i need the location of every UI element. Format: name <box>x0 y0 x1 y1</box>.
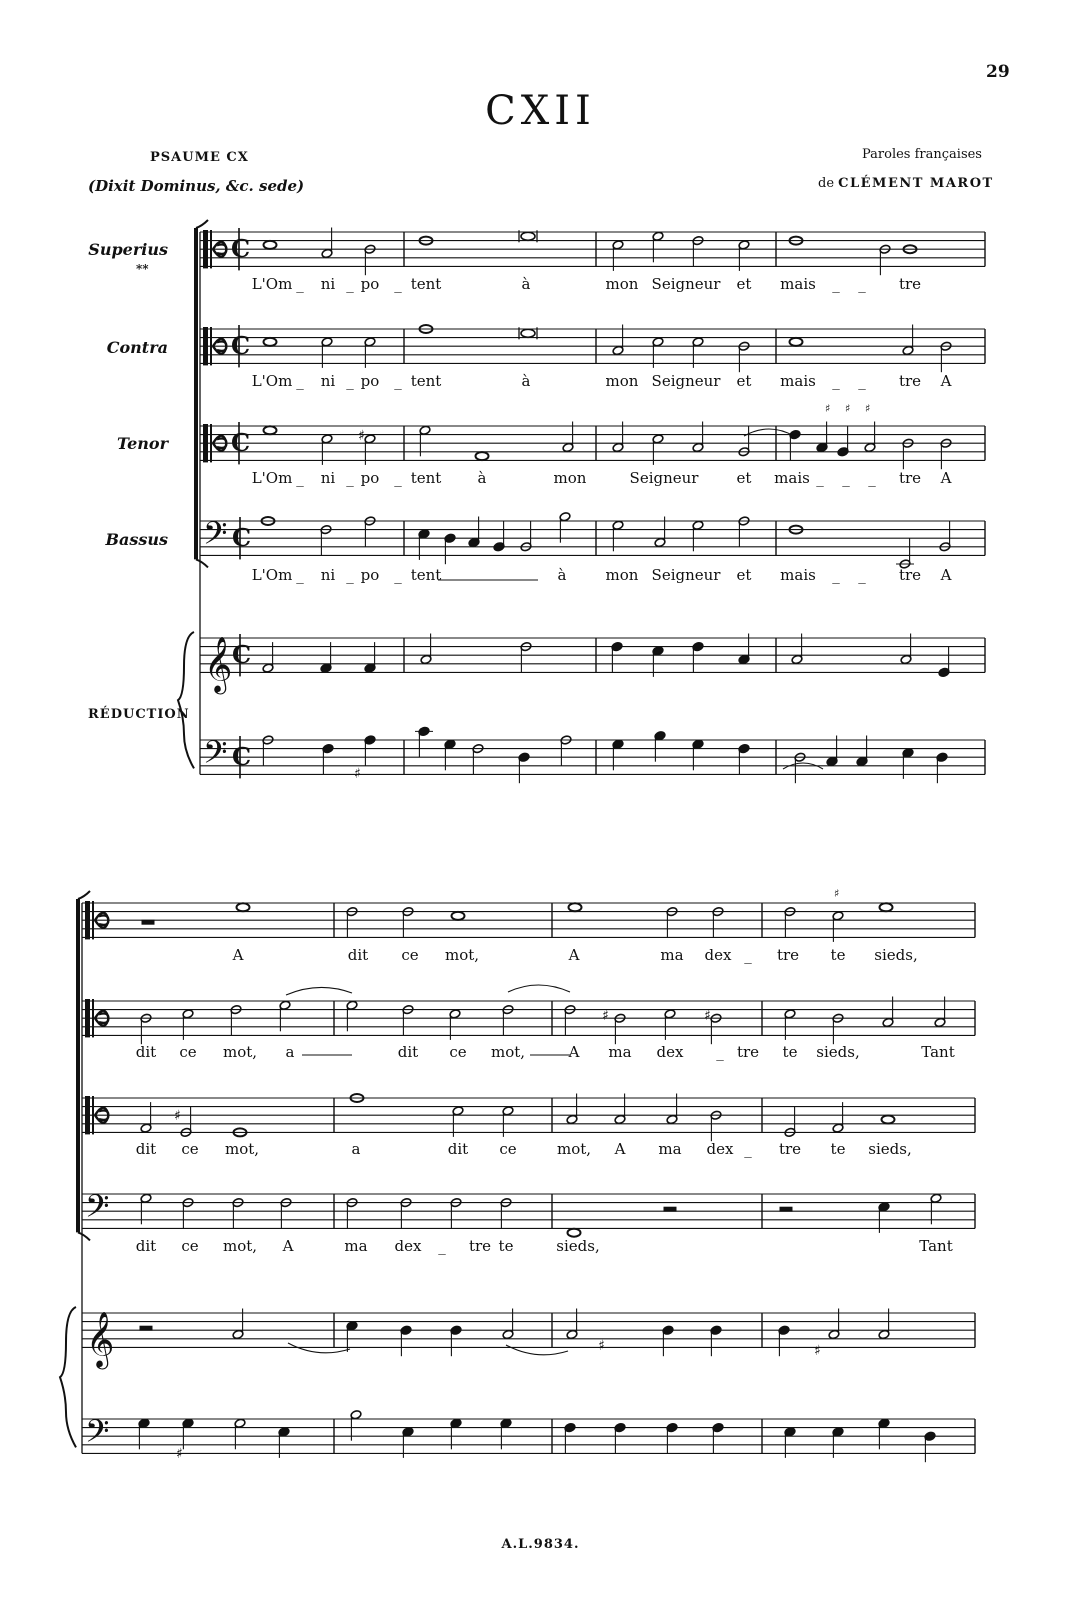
lyric-syllable: mot, <box>444 946 480 964</box>
f-clef-icon: 𝄢 <box>203 514 228 559</box>
lyric-syllable: L'Om <box>251 372 293 390</box>
editorial-sharp-icon: ♯ <box>825 402 831 415</box>
lyric-syllable: tre <box>778 1140 802 1158</box>
bracket-hook <box>196 220 208 228</box>
lyric-syllable: po <box>360 275 380 293</box>
piano-brace <box>60 1307 76 1447</box>
lyric-syllable: dex <box>656 1043 684 1061</box>
lyric-syllable: tre <box>898 566 922 584</box>
c-clef-icon <box>203 230 208 268</box>
author-prefix: de <box>818 176 835 191</box>
lyric-hyphen: _ <box>394 372 402 390</box>
lyric-syllable: dit <box>397 1043 419 1061</box>
lyric-syllable: mais <box>780 566 816 584</box>
lyric-syllable: mon <box>605 275 639 293</box>
whole-note <box>568 1229 581 1237</box>
lyric-syllable: tent <box>410 372 442 390</box>
whole-note <box>237 903 250 911</box>
lyric-syllable: dex <box>394 1237 422 1255</box>
lyric-syllable: ce <box>499 1140 517 1158</box>
lyric-syllable: mot, <box>222 1043 258 1061</box>
c-clef-icon <box>203 327 208 365</box>
lyric-hyphen: _ <box>438 1237 446 1255</box>
lyric-hyphen: _ <box>296 566 304 584</box>
whole-note <box>264 426 277 434</box>
lyric-syllable: tre <box>898 275 922 293</box>
sharp-icon: ♯ <box>704 1008 711 1024</box>
whole-note <box>476 452 489 460</box>
lyric-syllable: te <box>830 946 846 964</box>
lyric-syllable: sieds, <box>816 1043 860 1061</box>
g-clef-icon: 𝄞 <box>204 636 233 693</box>
editorial-sharp-icon: ♯ <box>865 402 871 415</box>
lyric-syllable: dit <box>447 1140 469 1158</box>
cut-time-icon: C <box>231 234 251 264</box>
superius-mark: ** <box>136 262 149 276</box>
lyric-hyphen: _ <box>394 275 402 293</box>
lyric-syllable: mot, <box>222 1237 258 1255</box>
c-clef-bar <box>92 999 94 1037</box>
lyric-syllable: ma <box>344 1237 368 1255</box>
lyric-syllable: mon <box>553 469 587 487</box>
lyric-syllable: Seigneur <box>629 469 699 487</box>
lyric-hyphen: _ <box>842 469 850 487</box>
lyric-syllable: sieds, <box>556 1237 600 1255</box>
lyric-syllable: te <box>782 1043 798 1061</box>
c-clef-icon <box>85 999 90 1037</box>
lyric-syllable: A <box>568 946 580 964</box>
sharp-icon: ♯ <box>176 1446 183 1462</box>
whole-note <box>452 912 465 920</box>
lyric-syllable: tent <box>410 275 442 293</box>
lyric-syllable: dit <box>135 1140 157 1158</box>
sharp-icon: ♯ <box>174 1108 181 1124</box>
lyric-syllable: A <box>940 566 952 584</box>
lyric-syllable: Tant <box>921 1043 955 1061</box>
voice-name-tenor: Tenor <box>117 434 168 453</box>
editorial-sharp-icon: ♯ <box>834 887 840 900</box>
c-clef-icon <box>85 901 90 939</box>
whole-note <box>882 1116 895 1124</box>
lyric-syllable: ce <box>181 1140 199 1158</box>
c-clef-bar <box>210 230 212 268</box>
lyric-hyphen: _ <box>868 469 876 487</box>
lyric-syllable: et <box>736 275 752 293</box>
lyric-syllable: mot, <box>490 1043 526 1061</box>
tie-slur <box>286 987 352 995</box>
lyric-syllable: et <box>736 566 752 584</box>
cut-time-icon: C <box>232 640 252 670</box>
lyric-syllable: et <box>736 469 752 487</box>
author-credit <box>818 176 994 191</box>
author-name: CLÉMENT MAROT <box>838 176 994 191</box>
cut-time-icon: C <box>231 331 251 361</box>
lyric-syllable: ce <box>449 1043 467 1061</box>
g-clef-icon: 𝄞 <box>86 1311 115 1368</box>
lyric-syllable: ma <box>658 1140 682 1158</box>
lyric-hyphen: _ <box>744 1140 752 1158</box>
piano-brace <box>178 632 194 768</box>
bracket-hook <box>78 891 90 899</box>
lyric-syllable: sieds, <box>868 1140 912 1158</box>
editorial-sharp-icon: ♯ <box>845 402 851 415</box>
lyric-syllable: tent <box>410 566 442 584</box>
lyric-hyphen: _ <box>346 566 354 584</box>
lyric-syllable: tre <box>736 1043 760 1061</box>
cut-time-icon: C <box>232 742 252 772</box>
lyric-syllable: mot, <box>224 1140 260 1158</box>
lyric-syllable: tre <box>468 1237 492 1255</box>
whole-rest <box>142 920 154 924</box>
tie-slur <box>508 985 570 992</box>
lyric-syllable: a <box>285 1043 295 1061</box>
whole-note <box>264 241 277 249</box>
half-rest <box>664 1207 676 1211</box>
lyric-syllable: mon <box>605 372 639 390</box>
lyric-hyphen: _ <box>858 566 866 584</box>
lyric-syllable: po <box>360 566 380 584</box>
c-clef-bar <box>210 424 212 462</box>
latin-incipit: (Dixit Dominus, &c. sede) <box>88 177 305 195</box>
paroles-label: Paroles françaises <box>862 147 982 162</box>
c-clef-icon <box>85 1096 90 1134</box>
lyric-syllable: à <box>477 469 487 487</box>
f-clef-icon: 𝄢 <box>85 1412 110 1457</box>
lyric-syllable: ni <box>320 469 336 487</box>
lyric-syllable: dit <box>347 946 369 964</box>
lyric-syllable: A <box>940 469 952 487</box>
whole-note <box>880 903 893 911</box>
f-clef-icon: 𝄢 <box>85 1187 110 1232</box>
f-clef-icon: 𝄢 <box>203 733 228 778</box>
lyric-syllable: A <box>232 946 244 964</box>
lyric-syllable: sieds, <box>874 946 918 964</box>
lyric-syllable: te <box>830 1140 846 1158</box>
lyric-syllable: L'Om <box>251 566 293 584</box>
whole-note <box>790 338 803 346</box>
lyric-hyphen: _ <box>296 469 304 487</box>
c-clef-bar <box>92 1096 94 1134</box>
voice-name-contra: Contra <box>106 338 168 357</box>
tie-slur <box>506 1345 568 1355</box>
lyric-syllable: dit <box>135 1237 157 1255</box>
lyric-syllable: A <box>614 1140 626 1158</box>
lyric-hyphen: _ <box>832 372 840 390</box>
breve-note <box>521 329 535 337</box>
lyric-hyphen: _ <box>832 275 840 293</box>
cut-time-icon: C <box>231 428 251 458</box>
whole-note <box>264 338 277 346</box>
lyric-syllable: ni <box>320 372 336 390</box>
c-clef-icon <box>203 424 208 462</box>
c-clef-bar <box>92 901 94 939</box>
bracket-hook <box>196 559 208 567</box>
lyric-syllable: tre <box>898 372 922 390</box>
lyric-hyphen: _ <box>744 946 752 964</box>
lyric-syllable: mot, <box>556 1140 592 1158</box>
lyric-syllable: L'Om <box>251 275 293 293</box>
lyric-syllable: et <box>736 372 752 390</box>
lyric-syllable: mais <box>774 469 810 487</box>
lyric-syllable: A <box>568 1043 580 1061</box>
sharp-icon: ♯ <box>354 766 361 782</box>
lyric-syllable: ni <box>320 566 336 584</box>
lyric-syllable: tre <box>776 946 800 964</box>
lyric-syllable: ma <box>608 1043 632 1061</box>
lyric-hyphen: _ <box>394 469 402 487</box>
cut-time-icon: C <box>232 523 252 553</box>
lyric-syllable: L'Om <box>251 469 293 487</box>
lyric-hyphen: _ <box>816 469 824 487</box>
half-rest <box>140 1326 152 1330</box>
lyric-hyphen: _ <box>858 275 866 293</box>
lyric-hyphen: _ <box>394 566 402 584</box>
lyric-syllable: ma <box>660 946 684 964</box>
lyric-syllable: ce <box>401 946 419 964</box>
bracket-hook <box>78 1232 90 1240</box>
psalm-heading: PSAUME CX <box>150 150 249 165</box>
lyric-syllable: tre <box>898 469 922 487</box>
lyric-syllable: à <box>557 566 567 584</box>
lyric-syllable: tent <box>410 469 442 487</box>
reduction-label: RÉDUCTION <box>88 707 190 722</box>
lyric-hyphen: _ <box>346 275 354 293</box>
lyric-syllable: Tant <box>919 1237 953 1255</box>
voice-name-bassus: Bassus <box>105 530 168 549</box>
lyric-syllable: ce <box>179 1043 197 1061</box>
half-rest <box>780 1207 792 1211</box>
breve-note <box>521 232 535 240</box>
lyric-syllable: Seigneur <box>651 566 721 584</box>
lyric-syllable: à <box>521 275 531 293</box>
lyric-hyphen: _ <box>716 1043 724 1061</box>
voice-name-superius: Superius <box>88 240 168 259</box>
page-number: 29 <box>986 62 1010 82</box>
lyric-hyphen: _ <box>832 566 840 584</box>
plate-number: A.L.9834. <box>501 1537 580 1552</box>
lyric-syllable: A <box>940 372 952 390</box>
lyric-syllable: dex <box>706 1140 734 1158</box>
sharp-icon: ♯ <box>598 1338 605 1354</box>
lyric-syllable: dex <box>704 946 732 964</box>
lyric-hyphen: _ <box>296 275 304 293</box>
lyric-syllable: Seigneur <box>651 275 721 293</box>
lyric-syllable: A <box>282 1237 294 1255</box>
lyric-syllable: mais <box>780 372 816 390</box>
lyric-syllable: a <box>351 1140 361 1158</box>
lyric-hyphen: _ <box>346 469 354 487</box>
lyric-syllable: ni <box>320 275 336 293</box>
lyric-hyphen: _ <box>296 372 304 390</box>
lyric-syllable: po <box>360 469 380 487</box>
lyric-syllable: mais <box>780 275 816 293</box>
lyric-syllable: te <box>498 1237 514 1255</box>
c-clef-bar <box>210 327 212 365</box>
lyric-syllable: mon <box>605 566 639 584</box>
lyric-syllable: à <box>521 372 531 390</box>
sharp-icon: ♯ <box>602 1008 609 1024</box>
piece-title: CXII <box>485 88 596 134</box>
sharp-icon: ♯ <box>358 428 365 444</box>
whole-note <box>569 903 582 911</box>
lyric-hyphen: _ <box>858 372 866 390</box>
lyric-hyphen: _ <box>346 372 354 390</box>
lyric-syllable: po <box>360 372 380 390</box>
lyric-syllable: ce <box>181 1237 199 1255</box>
lyric-syllable: Seigneur <box>651 372 721 390</box>
lyric-syllable: dit <box>135 1043 157 1061</box>
sharp-icon: ♯ <box>814 1343 821 1359</box>
